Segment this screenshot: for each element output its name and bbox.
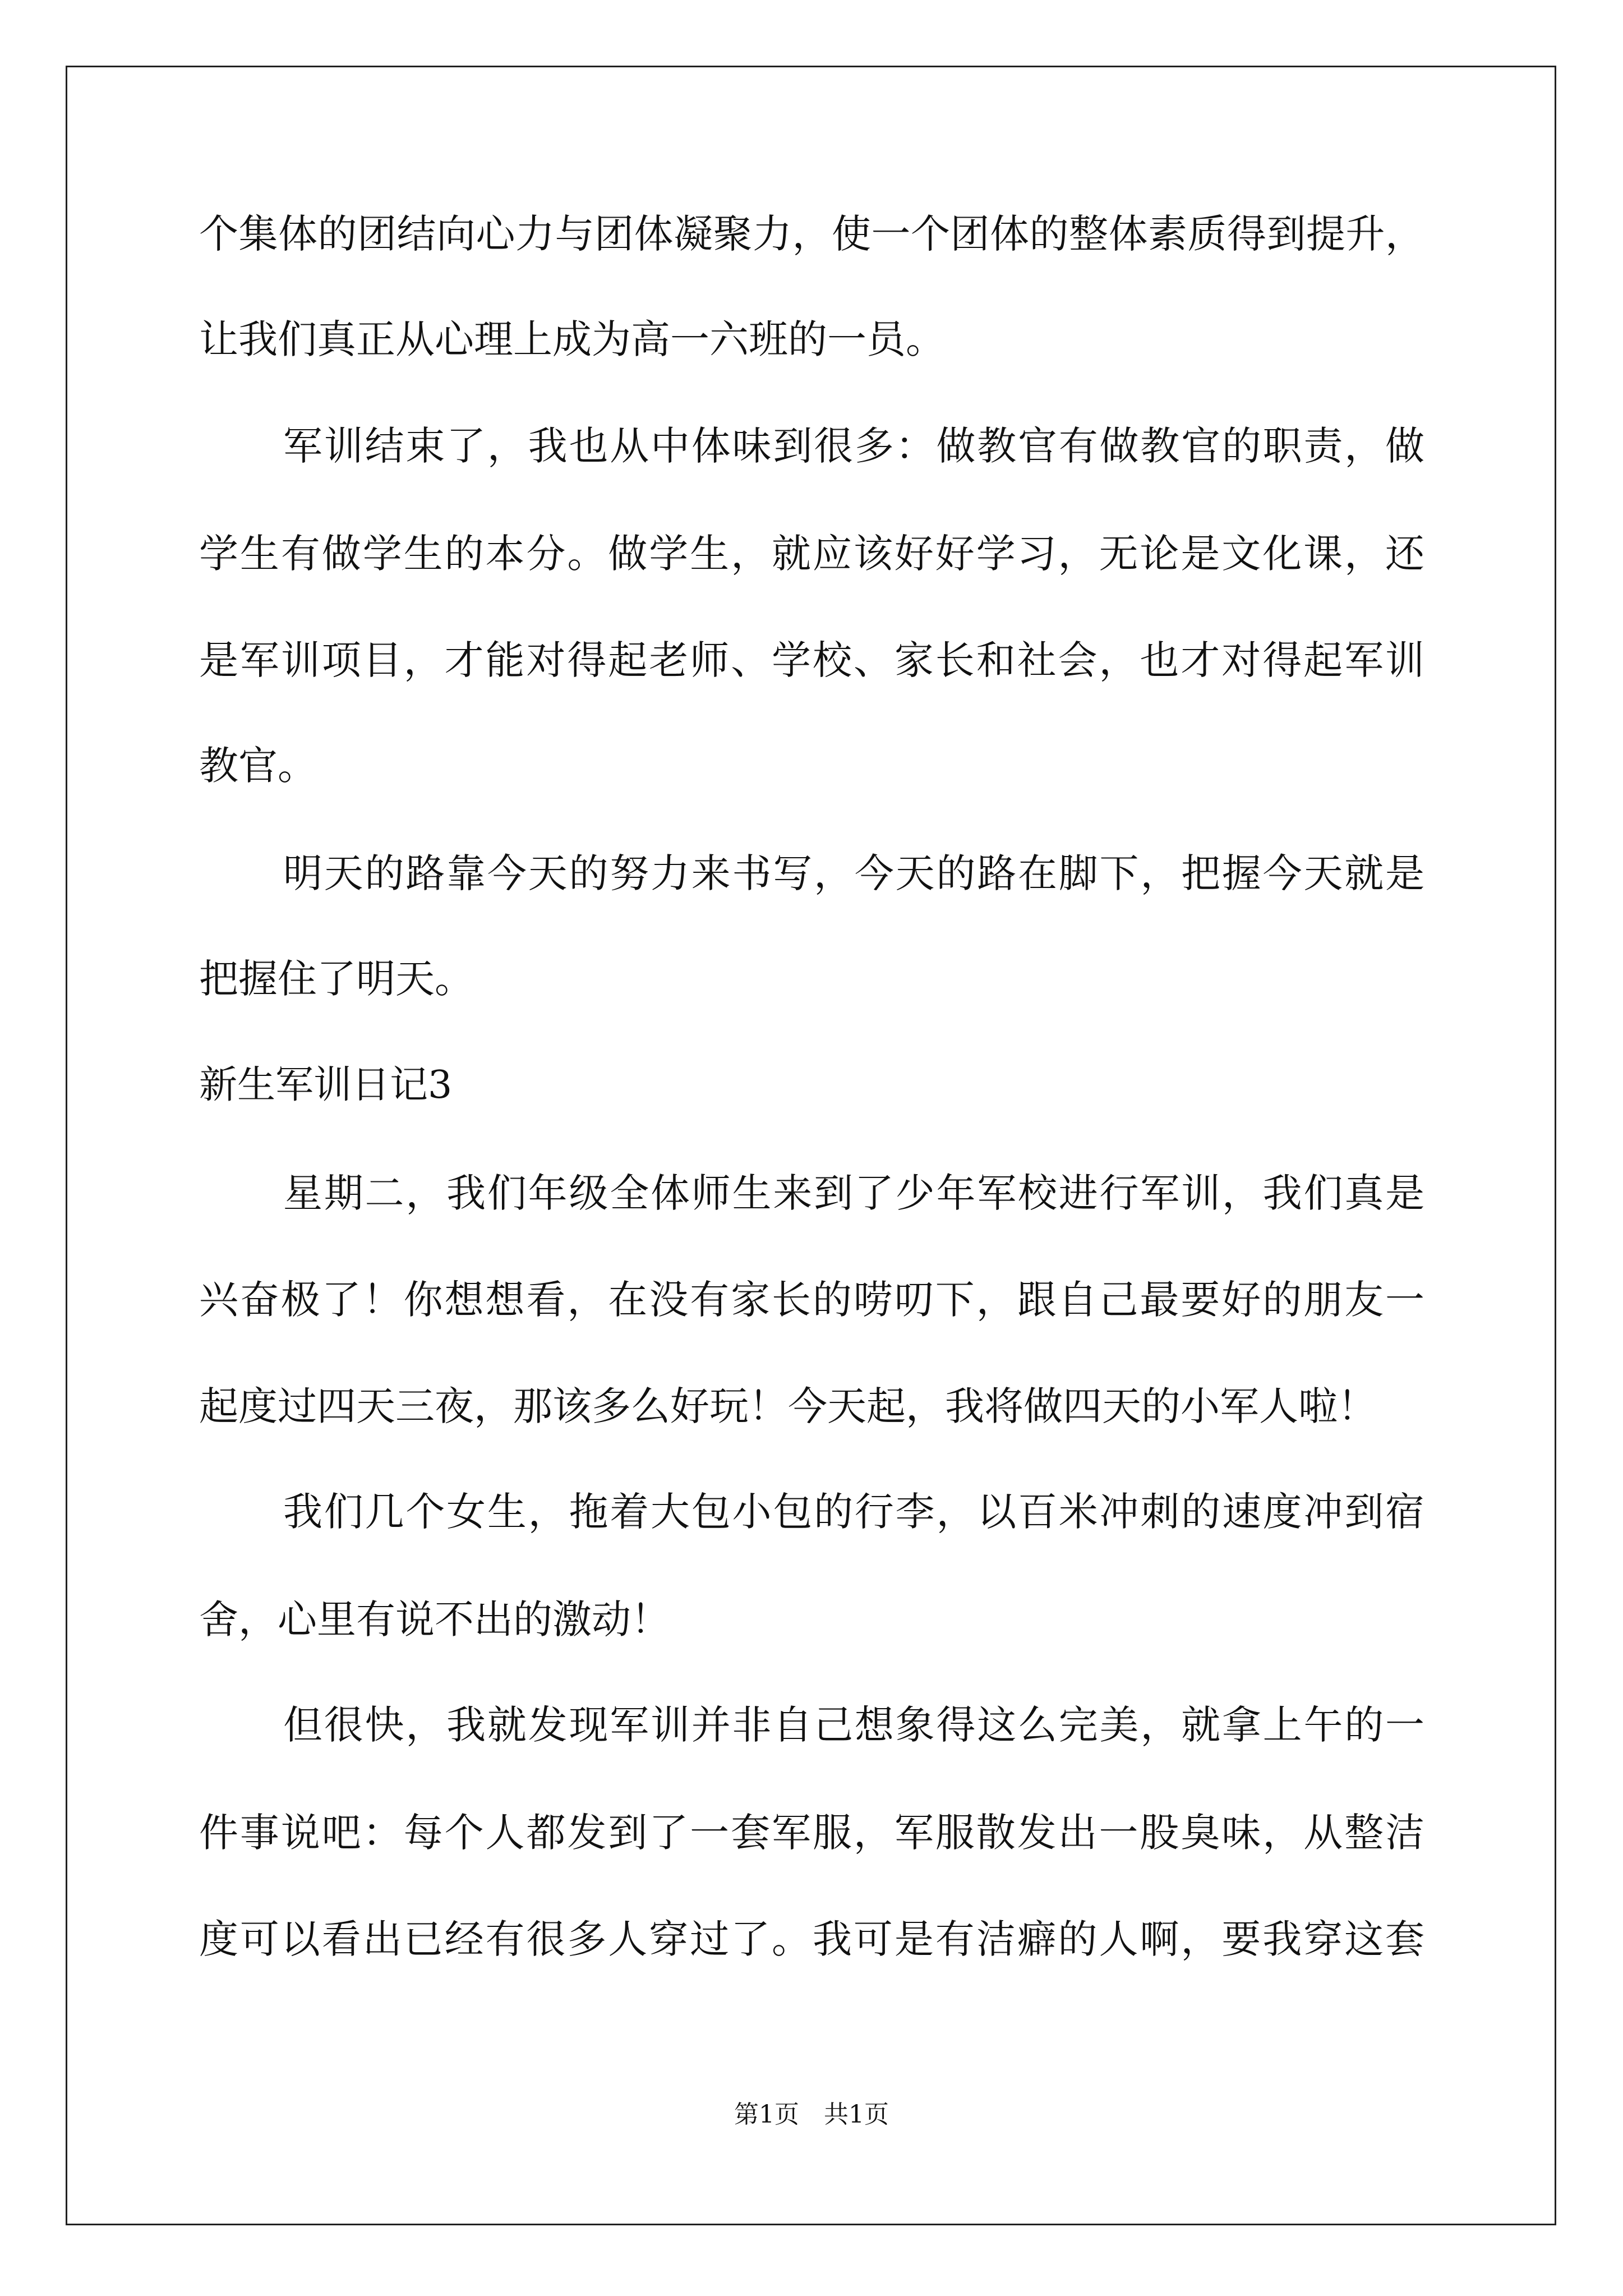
text-line: 兴奋极了！你想想看，在没有家长的唠叨下，跟自己最要好的朋友一 bbox=[199, 1277, 1424, 1323]
text-line: 教官。 bbox=[199, 743, 317, 789]
page-border bbox=[66, 66, 1556, 2225]
text-line: 学生有做学生的本分。做学生，就应该好好学习，无论是文化课，还 bbox=[199, 531, 1424, 577]
section-heading: 新生军训日记3 bbox=[199, 1063, 453, 1107]
text-line: 度可以看出已经有很多人穿过了。我可是有洁癖的人啊，要我穿这套 bbox=[199, 1916, 1424, 1962]
text-line: 把握住了明天。 bbox=[199, 956, 474, 1002]
text-line: 是军训项目，才能对得起老师、学校、家长和社会，也才对得起军训 bbox=[199, 637, 1424, 683]
page-number-footer: 第1页 共1页 bbox=[734, 2100, 889, 2129]
text-line: 让我们真正从心理上成为高一六班的一员。 bbox=[199, 316, 945, 362]
paragraph-start-line: 星期二，我们年级全体师生来到了少年军校进行军训，我们真是 bbox=[283, 1170, 1424, 1216]
paragraph-start-line: 军训结束了，我也从中体味到很多：做教官有做教官的职责，做 bbox=[283, 423, 1424, 469]
text-line: 起度过四天三夜，那该多么好玩！今天起，我将做四天的小军人啦！ bbox=[199, 1383, 1377, 1429]
text-line: 个集体的团结向心力与团体凝聚力，使一个团体的整体素质得到提升， bbox=[199, 211, 1424, 257]
paragraph-start-line: 明天的路靠今天的努力来书写，今天的路在脚下，把握今天就是 bbox=[283, 850, 1424, 896]
paragraph-start-line: 但很快，我就发现军训并非自己想象得这么完美，就拿上午的一 bbox=[283, 1702, 1424, 1748]
text-line: 件事说吧：每个人都发到了一套军服，军服散发出一股臭味，从整洁 bbox=[199, 1810, 1424, 1856]
text-line: 舍，心里有说不出的激动！ bbox=[199, 1596, 670, 1642]
paragraph-start-line: 我们几个女生，拖着大包小包的行李，以百米冲刺的速度冲到宿 bbox=[283, 1489, 1424, 1535]
